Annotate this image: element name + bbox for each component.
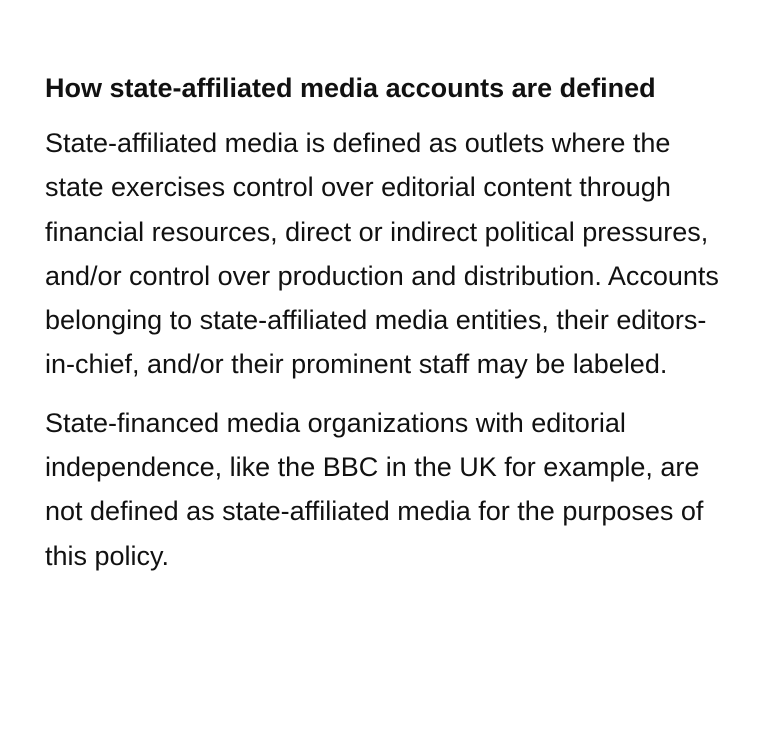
policy-section [45, 66, 735, 578]
definition-paragraph: State-affiliated media is defined as outlets where the state exercises control over editorial content through financial resources, direct or indirect political pressures, and/or control over production and distribution. Accounts belonging to state-affiliated media entities, their editors-in-chief, and/or their prominent staff may be labeled. [45, 128, 719, 380]
exception-paragraph: State-financed media organizations with editorial independence, like the BBC in the UK for example, are not defined as state-affiliated media for the purposes of this policy. [45, 407, 704, 571]
section-heading: How state-affiliated media accounts are defined [45, 73, 656, 103]
